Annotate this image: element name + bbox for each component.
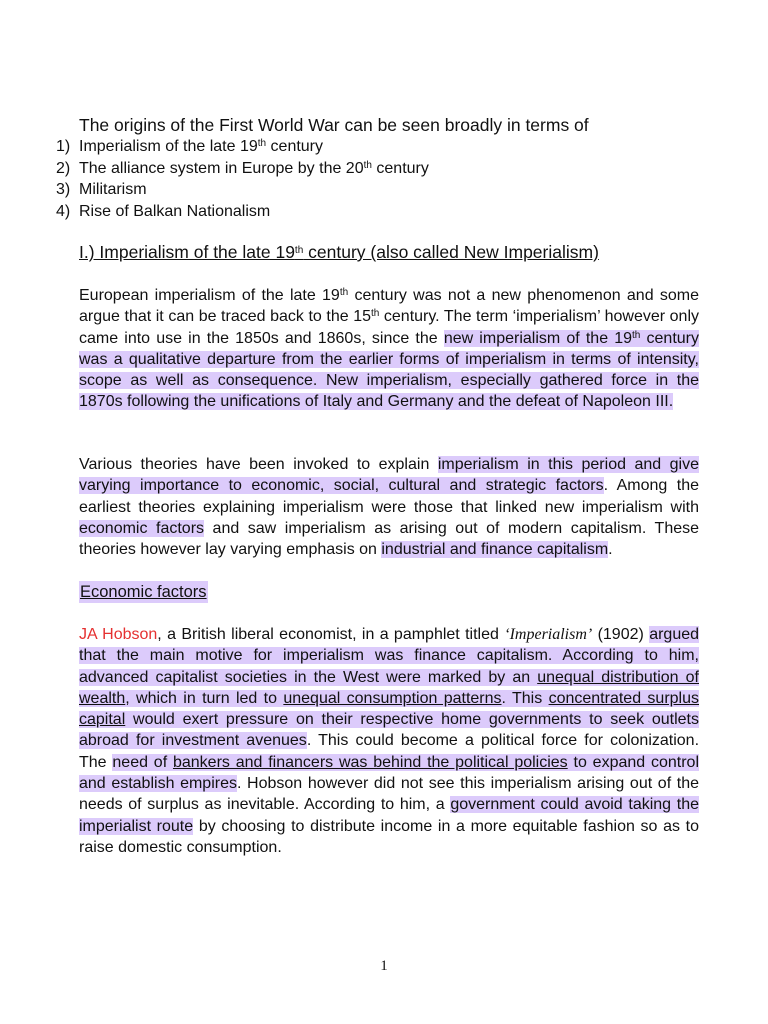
- pamphlet-title: ‘Imperialism’: [504, 626, 593, 643]
- page-number: 1: [380, 958, 388, 974]
- list-number: 1): [56, 138, 71, 155]
- highlight: new imperialism of the 19th century was a qualitative departure from the earlier forms of imperialism in terms of intensity, scope as well as consequence. New imperialism, especially gathered force in the 1870s following the unifications of Italy and Germany and the defeat of Napoleon III.: [79, 329, 699, 411]
- paragraph-hobson: JA Hobson, a British liberal economist, in a pamphlet titled ‘Imperialism’ (1902) argued that the main motive for imperialism was finance capitalism. According to him, advanced capitalist societies in the West were marked by an unequal distribution of wealth, which in turn led to unequal consumption patterns. This concentrated surplus capital would exert pressure on their respective home governments to seek outlets abroad for investment avenues. This could become a political force for colonization. The need of bankers and financers was behind the political policies to expand control and establish empires. Hobson however did not see this imperialism arising out of the needs of surplus as inevitable. According to him, a government could avoid taking the imperialist route by choosing to distribute income in a more equitable fashion so as to raise domestic consumption.: [79, 626, 700, 856]
- highlight: government could avoid taking the imperialist route: [79, 796, 700, 835]
- list-text: The alliance system in Europe by the 20th century: [79, 159, 429, 177]
- list-item: [56, 136, 429, 158]
- list-number: 3): [56, 181, 71, 198]
- list-text: Rise of Balkan Nationalism: [79, 202, 271, 220]
- origins-list: [56, 136, 429, 222]
- list-item: [56, 179, 429, 201]
- paragraph-theories: Various theories have been invoked to explain imperialism in this period and give varying importance to economic, social, cultural and strategic factors. Among the earliest theories explaining imperialism were those that linked new imperialism with economic factors and saw imperialism as arising out of modern capitalism. These theories however lay varying emphasis on industrial and finance capitalism.: [79, 456, 700, 559]
- highlight: industrial and finance capitalism: [381, 541, 609, 559]
- list-item: [56, 201, 429, 223]
- highlight: imperialism in this period and give varying importance to economic, social, cultural and strategic factors: [79, 456, 699, 495]
- highlight: need of bankers and financers was behind the political policies to expand control and establish empires: [79, 753, 699, 793]
- list-text: Imperialism of the late 19th century: [79, 138, 324, 155]
- highlight: economic factors: [79, 519, 205, 537]
- subheading-economic-factors: Economic factors: [80, 583, 207, 601]
- paragraph-new-imperialism: European imperialism of the late 19th century was not a new phenomenon and some argue that it can be traced back to the 15th century. The term ‘imperialism’ however only came into use in the 1850s and 1860s, since the new imperialism of the 19th century was a qualitative departure from the earlier forms of imperialism in terms of intensity, scope as well as consequence. New imperialism, especially gathered force in the 1870s following the unifications of Italy and Germany and the defeat of Napoleon III.: [79, 287, 699, 411]
- author-name: JA Hobson: [79, 626, 158, 643]
- list-number: 4): [56, 202, 71, 220]
- highlight: argued that the main motive for imperialism was finance capitalism. According to him, advanced capitalist societies in the West were marked by an unequal distribution of wealth, which in turn led to unequal consumption patterns. This concentrated surplus capital would exert pressure on their respective home governments to seek outlets abroad for investment avenues: [79, 626, 700, 750]
- list-item: [56, 158, 429, 180]
- intro-sentence: The origins of the First World War can be seen broadly in terms of: [79, 115, 589, 135]
- section-heading-imperialism: I.) Imperialism of the late 19th century (also called New Imperialism): [79, 242, 599, 262]
- list-text: Militarism: [79, 181, 147, 198]
- list-number: 2): [56, 159, 71, 177]
